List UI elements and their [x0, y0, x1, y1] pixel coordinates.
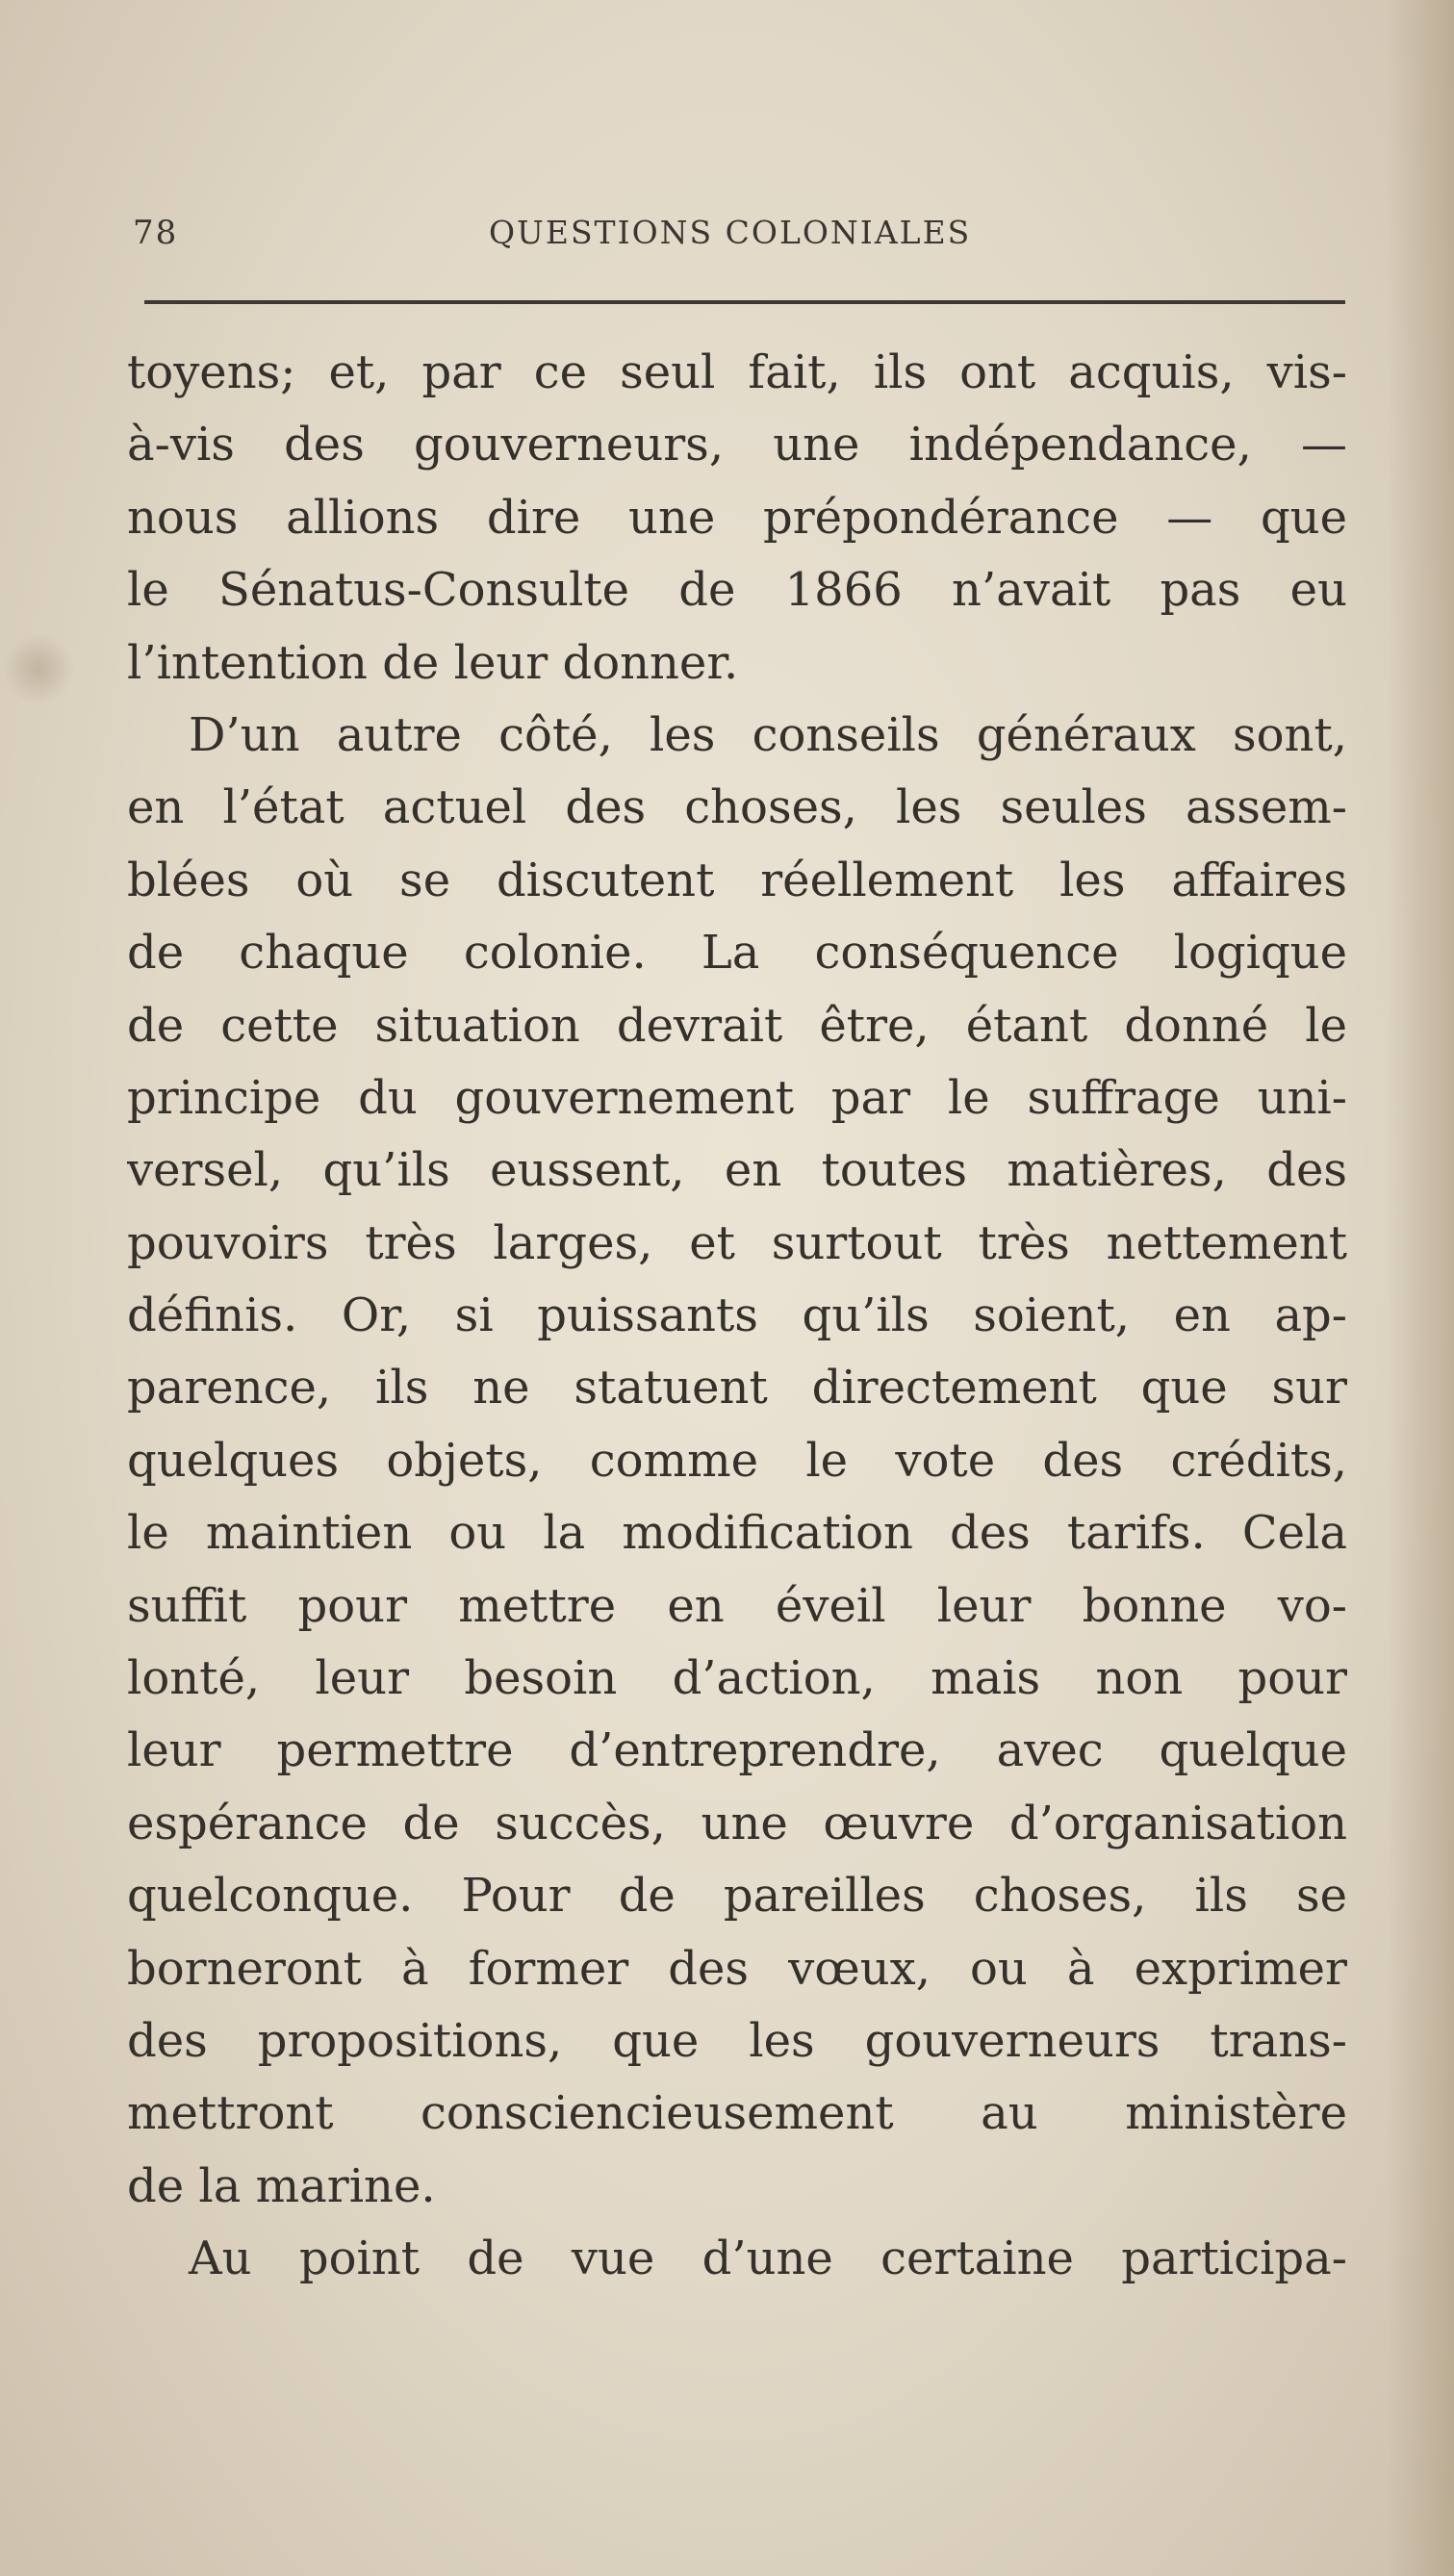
- text-line: des propositions, que les gouverneurs trans-: [127, 2013, 1347, 2068]
- running-title: QUESTIONS COLONIALES: [489, 214, 972, 251]
- text-line: versel, qu’ils eussent, en toutes matières, des: [127, 1143, 1347, 1198]
- text-line: parence, ils ne statuent directement que sur: [127, 1361, 1347, 1416]
- text-line: nous allions dire une prépondérance — que: [127, 490, 1347, 545]
- text-line: pouvoirs très larges, et surtout très nettement: [127, 1215, 1347, 1270]
- paper-stain: [0, 635, 77, 702]
- text-line: à-vis des gouverneurs, une indépendance, —: [127, 418, 1347, 472]
- paragraph-start-line: Au point de vue d’une certaine participa-: [189, 2232, 1347, 2286]
- body-text: [127, 337, 1347, 2296]
- text-line: l’intention de leur donner.: [127, 635, 739, 690]
- header-rule: [144, 300, 1345, 304]
- text-line: lonté, leur besoin d’action, mais non pour: [127, 1651, 1347, 1706]
- page-number: 78: [133, 214, 179, 252]
- text-line: de chaque colonie. La conséquence logique: [127, 926, 1347, 981]
- text-line: en l’état actuel des choses, les seules assem-: [127, 780, 1347, 835]
- text-line: le maintien ou la modification des tarifs. Cela: [127, 1506, 1347, 1561]
- text-line: principe du gouvernement par le suffrage uni-: [127, 1070, 1347, 1125]
- text-line: borneront à former des vœux, ou à exprimer: [127, 1941, 1347, 1996]
- text-line: quelques objets, comme le vote des crédits,: [127, 1433, 1347, 1488]
- text-line: suffit pour mettre en éveil leur bonne vo-: [127, 1578, 1347, 1633]
- text-line: de cette situation devrait être, étant donné le: [127, 998, 1347, 1053]
- page-edge-shadow: [1387, 0, 1454, 2576]
- text-line: blées où se discutent réellement les affaires: [127, 853, 1347, 907]
- text-line: leur permettre d’entreprendre, avec quelque: [127, 1723, 1347, 1778]
- text-line: toyens; et, par ce seul fait, ils ont acquis, vis-: [127, 345, 1347, 399]
- text-line: définis. Or, si puissants qu’ils soient, en ap-: [127, 1288, 1347, 1343]
- running-header: [133, 210, 1345, 268]
- text-line: mettront consciencieusement au ministère: [127, 2086, 1347, 2141]
- text-line: espérance de succès, une œuvre d’organisation: [127, 1796, 1347, 1850]
- paragraph-start-line: D’un autre côté, les conseils généraux sont,: [189, 707, 1347, 762]
- text-line: de la marine.: [127, 2158, 436, 2213]
- text-line: quelconque. Pour de pareilles choses, ils se: [127, 1869, 1347, 1924]
- text-line: le Sénatus-Consulte de 1866 n’avait pas eu: [127, 563, 1347, 618]
